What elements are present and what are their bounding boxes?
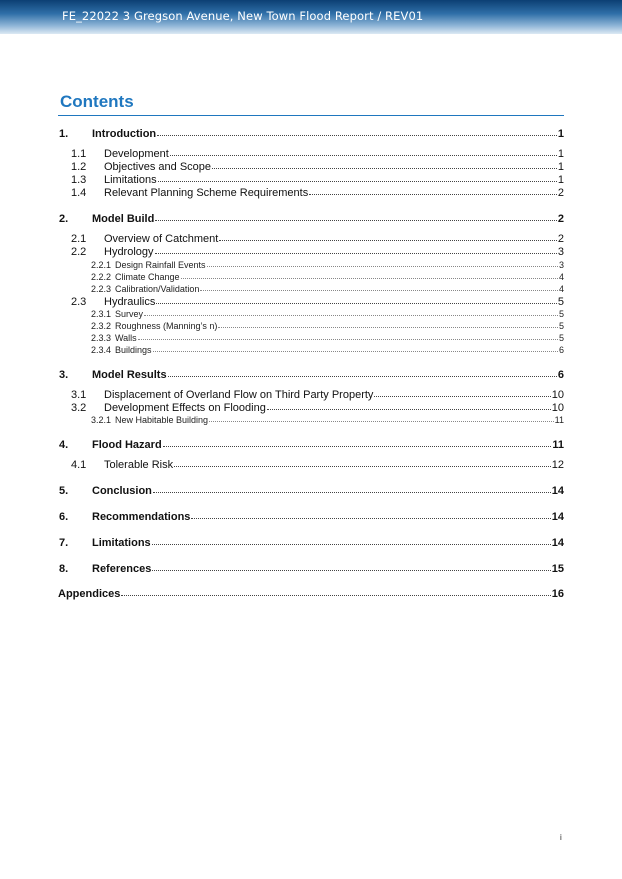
toc-entry-number: 3.1 xyxy=(71,389,87,401)
toc-entry-number: 7. xyxy=(59,537,69,549)
toc-entry-number: 2.2 xyxy=(71,246,87,258)
toc-entry[interactable] xyxy=(58,369,564,381)
toc-entry[interactable] xyxy=(58,402,564,414)
toc-entry-page: 3 xyxy=(558,260,564,270)
toc-entry-title: Development xyxy=(104,148,169,160)
toc-dot-leader xyxy=(152,544,551,545)
toc-dot-leader xyxy=(152,570,550,571)
toc-entry[interactable] xyxy=(58,415,564,425)
toc-entry[interactable] xyxy=(58,296,564,308)
toc-entry-number: 5. xyxy=(59,485,69,497)
toc-entry-number: 2.3.2 xyxy=(91,321,112,331)
toc-entry-title: Design Rainfall Events xyxy=(115,260,206,270)
toc-dot-leader xyxy=(174,466,551,467)
toc-entry[interactable] xyxy=(58,333,564,343)
toc-entry-page: 11 xyxy=(554,415,564,425)
toc-entry-page: 15 xyxy=(551,563,564,575)
toc-entry-page: 4 xyxy=(558,284,564,294)
toc-dot-leader xyxy=(153,492,551,493)
toc-dot-leader xyxy=(144,315,558,316)
toc-entry-title: Model Build xyxy=(92,213,155,225)
toc-entry-title: Conclusion xyxy=(92,485,152,497)
toc-entry[interactable] xyxy=(58,148,564,160)
heading-rule xyxy=(58,115,564,116)
toc-entry-title: Model Results xyxy=(92,369,167,381)
toc-entry[interactable] xyxy=(58,174,564,186)
toc-entry[interactable] xyxy=(58,588,564,600)
toc-entry[interactable] xyxy=(58,213,564,225)
toc-dot-leader xyxy=(267,409,551,410)
toc-entry-number: 3.2.1 xyxy=(91,415,112,425)
toc-entry-title: Flood Hazard xyxy=(92,439,162,451)
toc-dot-leader xyxy=(181,278,558,279)
toc-dot-leader xyxy=(212,168,557,169)
toc-entry-page: 14 xyxy=(551,485,564,497)
toc-dot-leader xyxy=(207,266,558,267)
toc-entry-number: 1.4 xyxy=(71,187,87,199)
toc-entry-title: Hydraulics xyxy=(104,296,156,308)
toc-entry-number: 1.3 xyxy=(71,174,87,186)
toc-entry-title: Overview of Catchment xyxy=(104,233,219,245)
toc-entry-title: References xyxy=(92,563,152,575)
toc-entry-page: 6 xyxy=(558,345,564,355)
report-header-band xyxy=(0,0,622,34)
toc-entry-number: 4. xyxy=(59,439,69,451)
toc-entry-number: 2.2.1 xyxy=(91,260,112,270)
toc-entry-title: Introduction xyxy=(92,128,157,140)
toc-dot-leader xyxy=(121,595,550,596)
toc-entry-number: 2. xyxy=(59,213,69,225)
toc-entry-title: Roughness (Manning’s n) xyxy=(115,321,218,331)
toc-entry[interactable] xyxy=(58,389,564,401)
toc-entry-page: 2 xyxy=(557,233,564,245)
toc-entry-page: 16 xyxy=(551,588,564,600)
toc-entry-page: 5 xyxy=(558,321,564,331)
toc-entry-page: 2 xyxy=(557,213,564,225)
toc-entry[interactable] xyxy=(58,233,564,245)
toc-entry-number: 2.1 xyxy=(71,233,87,245)
toc-entry-title: Recommendations xyxy=(92,511,191,523)
toc-entry-number: 2.2.2 xyxy=(91,272,112,282)
toc-entry-page: 11 xyxy=(552,439,564,451)
toc-entry[interactable] xyxy=(58,511,564,523)
toc-entry-page: 10 xyxy=(551,402,564,414)
toc-entry[interactable] xyxy=(58,459,564,471)
toc-entry-number: 1. xyxy=(59,128,69,140)
toc-entry-title: Buildings xyxy=(115,345,152,355)
toc-dot-leader xyxy=(158,181,557,182)
toc-entry-page: 1 xyxy=(557,161,564,173)
toc-dot-leader xyxy=(168,376,557,377)
toc-entry-number: 3. xyxy=(59,369,69,381)
toc-dot-leader xyxy=(138,339,558,340)
toc-entry[interactable] xyxy=(58,284,564,294)
toc-entry-page: 10 xyxy=(551,389,564,401)
toc-dot-leader xyxy=(200,290,558,291)
toc-entry[interactable] xyxy=(58,563,564,575)
toc-entry-page: 2 xyxy=(557,187,564,199)
toc-dot-leader xyxy=(155,220,557,221)
toc-entry-title: Hydrology xyxy=(104,246,154,258)
toc-entry-page: 1 xyxy=(557,128,564,140)
toc-entry-number: 1.2 xyxy=(71,161,87,173)
toc-entry[interactable] xyxy=(58,321,564,331)
toc-entry-number: 8. xyxy=(59,563,69,575)
toc-dot-leader xyxy=(191,518,550,519)
toc-entry-page: 1 xyxy=(557,148,564,160)
toc-entry-page: 1 xyxy=(557,174,564,186)
toc-entry-title: Climate Change xyxy=(115,272,180,282)
toc-entry-title: Tolerable Risk xyxy=(104,459,174,471)
toc-entry-title: Displacement of Overland Flow on Third Party Property xyxy=(104,389,374,401)
toc-entry-number: 2.2.3 xyxy=(91,284,112,294)
toc-entry-title: Walls xyxy=(115,333,137,343)
toc-entry-number: 3.2 xyxy=(71,402,87,414)
toc-entry-title: Development Effects on Flooding xyxy=(104,402,266,414)
toc-entry-page: 6 xyxy=(557,369,564,381)
toc-entry-page: 3 xyxy=(557,246,564,258)
toc-entry-title: Calibration/Validation xyxy=(115,284,200,294)
toc-dot-leader xyxy=(156,303,557,304)
toc-entry-number: 2.3.1 xyxy=(91,309,112,319)
toc-entry-page: 14 xyxy=(551,511,564,523)
toc-dot-leader xyxy=(218,327,558,328)
toc-entry[interactable] xyxy=(58,537,564,549)
toc-entry-title: Objectives and Scope xyxy=(104,161,212,173)
toc-dot-leader xyxy=(155,253,557,254)
toc-entry[interactable] xyxy=(58,345,564,355)
toc-entry-number: 1.1 xyxy=(71,148,87,160)
toc-dot-leader xyxy=(309,194,557,195)
contents-heading: Contents xyxy=(60,92,134,111)
toc-entry-title: Limitations xyxy=(92,537,151,549)
toc-dot-leader xyxy=(170,155,557,156)
toc-entry-title: Survey xyxy=(115,309,144,319)
footer-page-number: i xyxy=(560,833,562,842)
toc-entry[interactable] xyxy=(58,161,564,173)
toc-dot-leader xyxy=(219,240,557,241)
toc-entry[interactable] xyxy=(58,309,564,319)
toc-entry-number: 2.3.3 xyxy=(91,333,112,343)
toc-entry[interactable] xyxy=(58,187,564,199)
toc-dot-leader xyxy=(153,351,558,352)
toc-entry-number: 2.3.4 xyxy=(91,345,112,355)
toc-entry-number: 2.3 xyxy=(71,296,87,308)
toc-entry[interactable] xyxy=(58,439,564,451)
toc-entry[interactable] xyxy=(58,260,564,270)
toc-entry-page: 5 xyxy=(557,296,564,308)
toc-entry-page: 4 xyxy=(558,272,564,282)
toc-entry[interactable] xyxy=(58,128,564,140)
toc-entry-title: Relevant Planning Scheme Requirements xyxy=(104,187,309,199)
toc-entry-page: 5 xyxy=(558,309,564,319)
toc-dot-leader xyxy=(374,396,550,397)
report-header-title: FE_22022 3 Gregson Avenue, New Town Flood Report / REV01 xyxy=(62,9,424,23)
toc-entry-number: 6. xyxy=(59,511,69,523)
toc-dot-leader xyxy=(209,421,554,422)
toc-entry[interactable] xyxy=(58,246,564,258)
toc-entry-number: 4.1 xyxy=(71,459,87,471)
toc-entry-title: Limitations xyxy=(104,174,157,186)
toc-entry[interactable] xyxy=(58,272,564,282)
toc-entry-page: 12 xyxy=(551,459,564,471)
toc-dot-leader xyxy=(157,135,557,136)
toc-dot-leader xyxy=(163,446,552,447)
toc-entry-page: 5 xyxy=(558,333,564,343)
toc-entry-title: New Habitable Building xyxy=(115,415,209,425)
toc-entry[interactable] xyxy=(58,485,564,497)
toc-entry-page: 14 xyxy=(551,537,564,549)
toc-entry-title: Appendices xyxy=(58,588,121,600)
